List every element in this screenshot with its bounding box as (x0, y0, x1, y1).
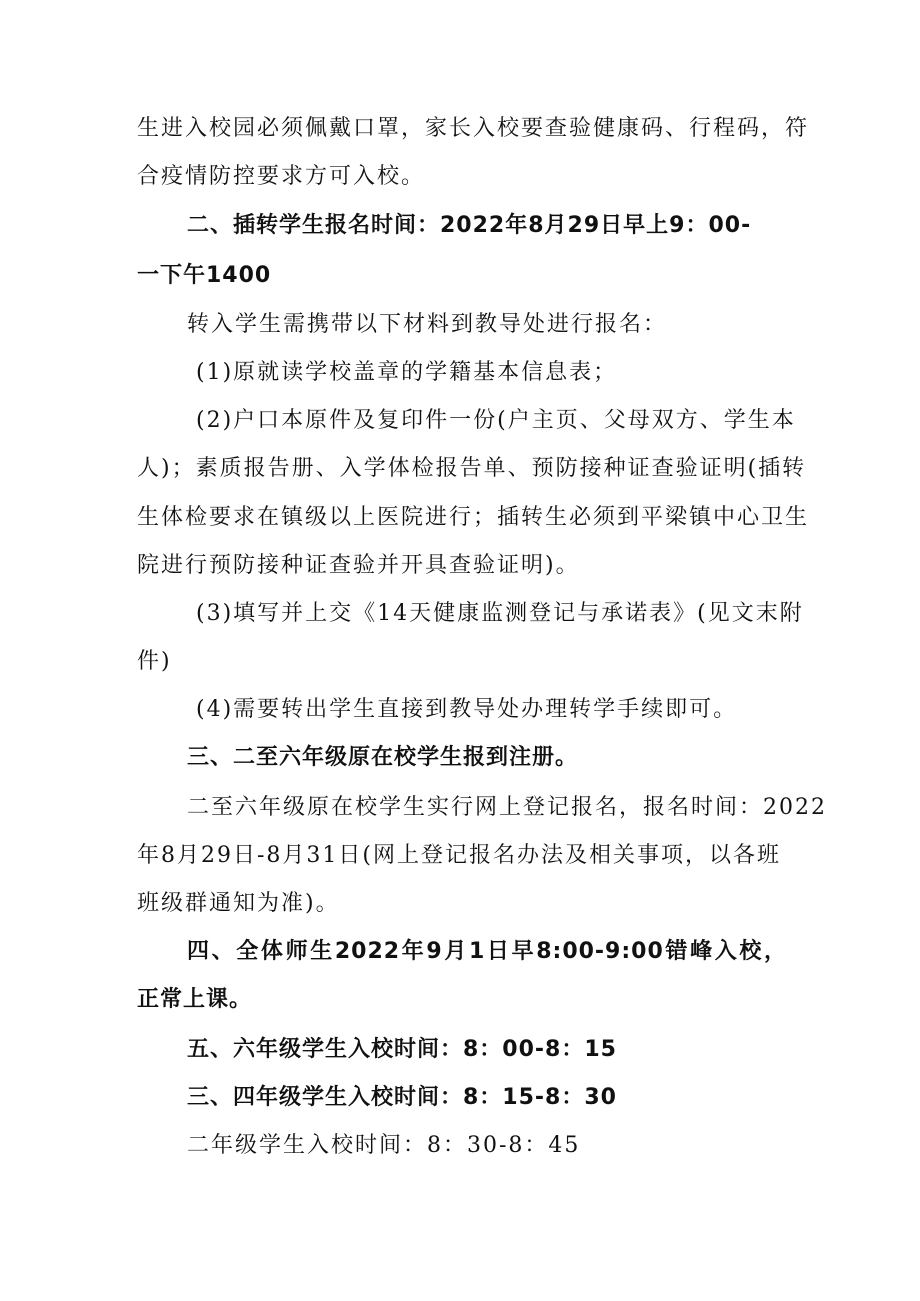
list-item: (2)户口本原件及复印件一份(户主页、父母双方、学生本 (196, 408, 796, 433)
paragraph-line: 二至六年级原在校学生实行网上登记报名，报名时间：2022 (187, 795, 827, 820)
paragraph-line: 生进入校园必须佩戴口罩，家长入校要查验健康码、行程码，符 (137, 116, 810, 141)
paragraph-line: 件) (137, 649, 172, 674)
section-heading: 五、六年级学生入校时间：8：00-8：15 (187, 1037, 617, 1062)
paragraph-line: 班级群通知为准)。 (137, 891, 340, 916)
section-heading: 三、二至六年级原在校学生报到注册。 (187, 745, 579, 770)
list-item: (4)需要转出学生直接到教导处办理转学手续即可。 (196, 697, 738, 722)
paragraph-line: 生体检要求在镇级以上医院进行；插转生必须到平梁镇中心卫生 (137, 505, 810, 530)
section-heading: 二、插转学生报名时间：2022年8月29日早上9：00- (187, 213, 752, 238)
list-item: (3)填写并上交《14天健康监测登记与承诺表》(见文末附 (196, 601, 804, 626)
paragraph-line: 二年级学生入校时间：8：30-8：45 (187, 1133, 581, 1158)
list-item: (1)原就读学校盖章的学籍基本信息表； (196, 360, 618, 385)
paragraph-line: 合疫情防控要求方可入校。 (137, 164, 426, 189)
paragraph-line: 院进行预防接种证查验并开具查验证明)。 (137, 553, 580, 578)
section-heading: 一下午1400 (137, 263, 272, 288)
section-heading: 三、四年级学生入校时间：8：15-8：30 (187, 1085, 617, 1110)
paragraph-line: 转入学生需携带以下材料到教导处进行报名： (187, 312, 668, 337)
section-heading: 四、全体师生2022年9月1日早8:00-9:00错峰入校， (187, 939, 787, 964)
paragraph-line: 人)；素质报告册、入学体检报告单、预防接种证查验证明(插转 (137, 456, 807, 481)
paragraph-line: 年8月29日-8月31日(网上登记报名办法及相关事项，以各班 (137, 843, 782, 868)
section-heading: 正常上课。 (137, 987, 253, 1012)
